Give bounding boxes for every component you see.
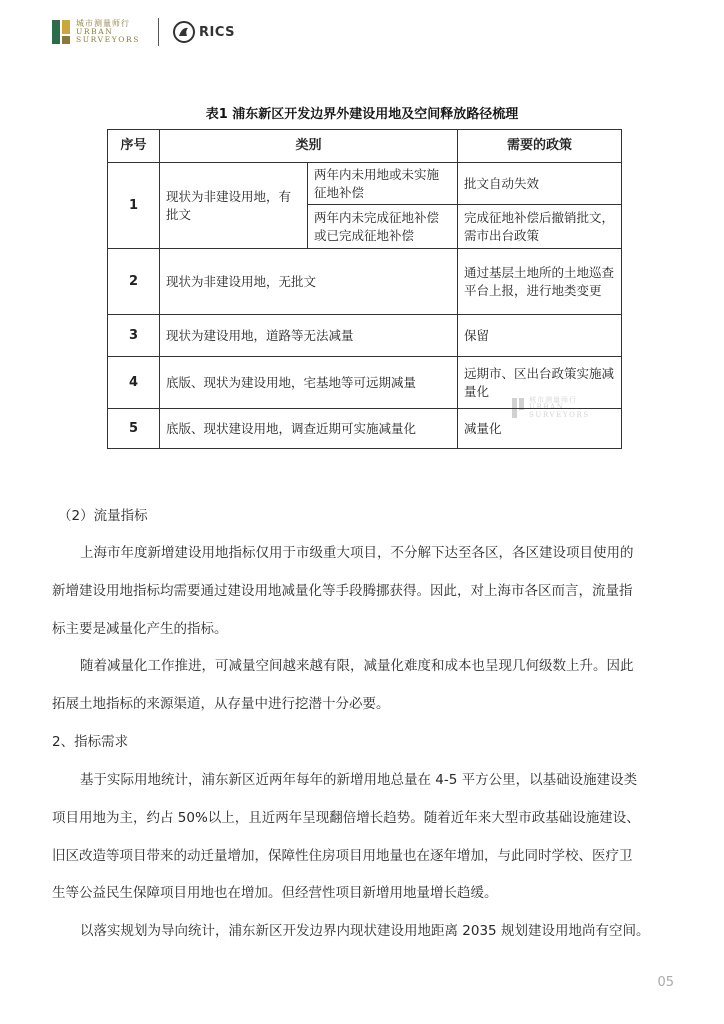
rics-text: RICS <box>199 24 236 40</box>
rics-logo <box>173 21 235 43</box>
col-header-number: 序号 <box>108 130 160 163</box>
section-heading-indicator-demand: 2、指标需求 <box>52 734 129 750</box>
row-policy: 保留 <box>458 315 622 357</box>
row-category: 现状为非建设用地，有批文 <box>160 163 308 249</box>
col-header-policy: 需要的政策 <box>458 130 622 163</box>
paragraph-line: 随着减量化工作推进，可减量空间越来越有限，减量化难度和成本也呈现几何级数上升。因此 <box>80 658 634 674</box>
paragraph-line: 上海市年度新增建设用地指标仅用于市级重大项目，不分解下达至各区，各区建设项目使用的 <box>80 545 634 561</box>
paragraph-line: 生等公益民生保障项目用地也在增加。但经营性项目新增用地量增长趋缓。 <box>52 885 498 901</box>
paragraph-line: 标主要是减量化产生的指标。 <box>52 621 228 637</box>
rics-lion-icon <box>173 21 195 43</box>
paragraph-line: 以落实规划为导向统计，浦东新区开发边界内现状建设用地距离 2035 规划建设用地尚有空间。 <box>80 923 650 939</box>
table-title: 表1 浦东新区开发边界外建设用地及空间释放路径梳理 <box>205 107 519 122</box>
row-subcondition: 两年内未完成征地补偿或已完成征地补偿 <box>308 205 458 249</box>
paragraph-line: 旧区改造等项目带来的动迁量增加，保障性住房项目用地量也在逐年增加，与此同时学校、医疗卫 <box>52 848 633 864</box>
paragraph-line: 基于实际用地统计，浦东新区近两年每年的新增用地总量在 4-5 平方公里，以基础设施建设类 <box>80 772 638 788</box>
paragraph-line: 新增建设用地指标均需要通过建设用地减量化等手段腾挪获得。因此，对上海市各区而言，流量指 <box>52 583 633 599</box>
header-divider <box>158 18 159 46</box>
row-policy: 完成征地补偿后撤销批文，需市出台政策 <box>458 205 622 249</box>
watermark-en1: URBAN <box>529 403 565 412</box>
table-header-row <box>108 130 622 163</box>
urban-surveyors-logo-icon <box>52 18 72 46</box>
row-number: 4 <box>108 357 160 409</box>
table-row <box>108 249 622 315</box>
watermark-cn: 城市测量师行 <box>529 396 577 404</box>
page-number: 05 <box>657 975 674 990</box>
row-policy: 减量化 <box>458 409 622 449</box>
watermark-en2: SURVEYORS <box>529 410 590 419</box>
row-number: 5 <box>108 409 160 449</box>
row-policy: 远期市、区出台政策实施减量化 <box>458 357 622 409</box>
col-header-category: 类别 <box>160 130 458 163</box>
row-category: 底版、现状建设用地，调查近期可实施减量化 <box>160 409 458 449</box>
row-policy: 通过基层土地所的土地巡查平台上报，进行地类变更 <box>458 249 622 315</box>
row-number: 2 <box>108 249 160 315</box>
section-heading-flow-indicator: （2）流量指标 <box>58 508 148 524</box>
logo-en-line1: URBAN <box>76 27 114 37</box>
table-row <box>108 315 622 357</box>
row-number: 3 <box>108 315 160 357</box>
row-category: 现状为非建设用地，无批文 <box>160 249 458 315</box>
logo-en-line2: SURVEYORS <box>76 35 141 45</box>
logo-cn-text: 城市测量师行 <box>76 18 130 28</box>
row-category: 现状为建设用地，道路等无法减量 <box>160 315 458 357</box>
page-header <box>52 14 235 50</box>
row-subcondition: 两年内未用地或未实施征地补偿 <box>308 163 458 205</box>
table-row <box>108 163 622 205</box>
row-number: 1 <box>108 163 160 249</box>
urban-surveyors-logo <box>52 18 140 46</box>
row-policy: 批文自动失效 <box>458 163 622 205</box>
row-category: 底版、现状为建设用地，宅基地等可远期减量 <box>160 357 458 409</box>
watermark-logo <box>512 397 590 419</box>
paragraph-line: 项目用地为主，约占 50%以上，且近两年呈现翻倍增长趋势。随着近年来大型市政基础设施建设、 <box>52 810 640 826</box>
watermark-icon <box>512 397 526 419</box>
paragraph-line: 拓展土地指标的来源渠道，从存量中进行挖潜十分必要。 <box>52 696 390 712</box>
